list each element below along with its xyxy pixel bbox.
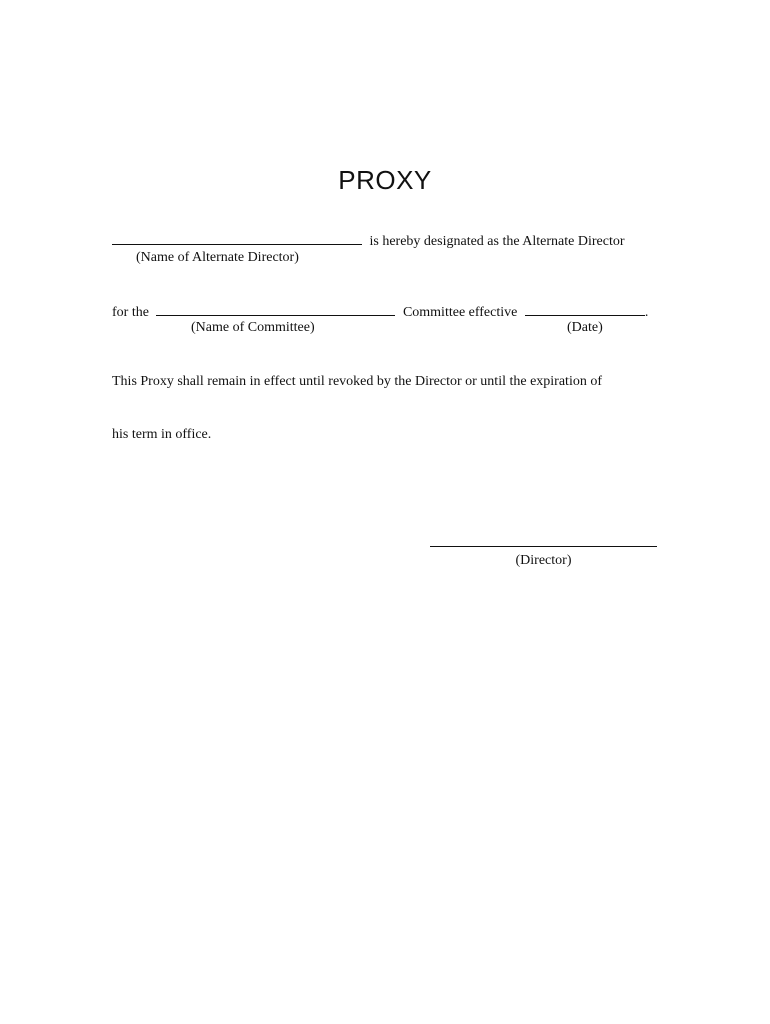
document-title: PROXY: [338, 165, 432, 195]
director-caption: (Director): [515, 553, 572, 568]
date-caption: (Date): [567, 320, 603, 335]
committee-name-blank[interactable]: [156, 302, 395, 316]
line-end-period: .: [644, 305, 649, 320]
committee-prefix: for the: [112, 305, 149, 320]
alternate-director-caption: (Name of Alternate Director): [136, 250, 299, 265]
committee-line: [112, 302, 648, 321]
committee-effective-text: Committee effective: [402, 305, 518, 320]
proxy-terms-line-1: This Proxy shall remain in effect until revoked by the Director or until the expiration of: [112, 374, 602, 389]
alternate-director-name-blank[interactable]: [112, 231, 362, 245]
proxy-terms-line-2: his term in office.: [112, 427, 212, 442]
committee-caption: (Name of Committee): [191, 320, 315, 335]
effective-date-blank[interactable]: [525, 302, 645, 316]
designation-line: [112, 231, 625, 250]
signature-line-row: [430, 533, 657, 552]
designation-text: is hereby designated as the Alternate Director: [369, 234, 625, 249]
director-signature-blank[interactable]: [430, 533, 657, 547]
